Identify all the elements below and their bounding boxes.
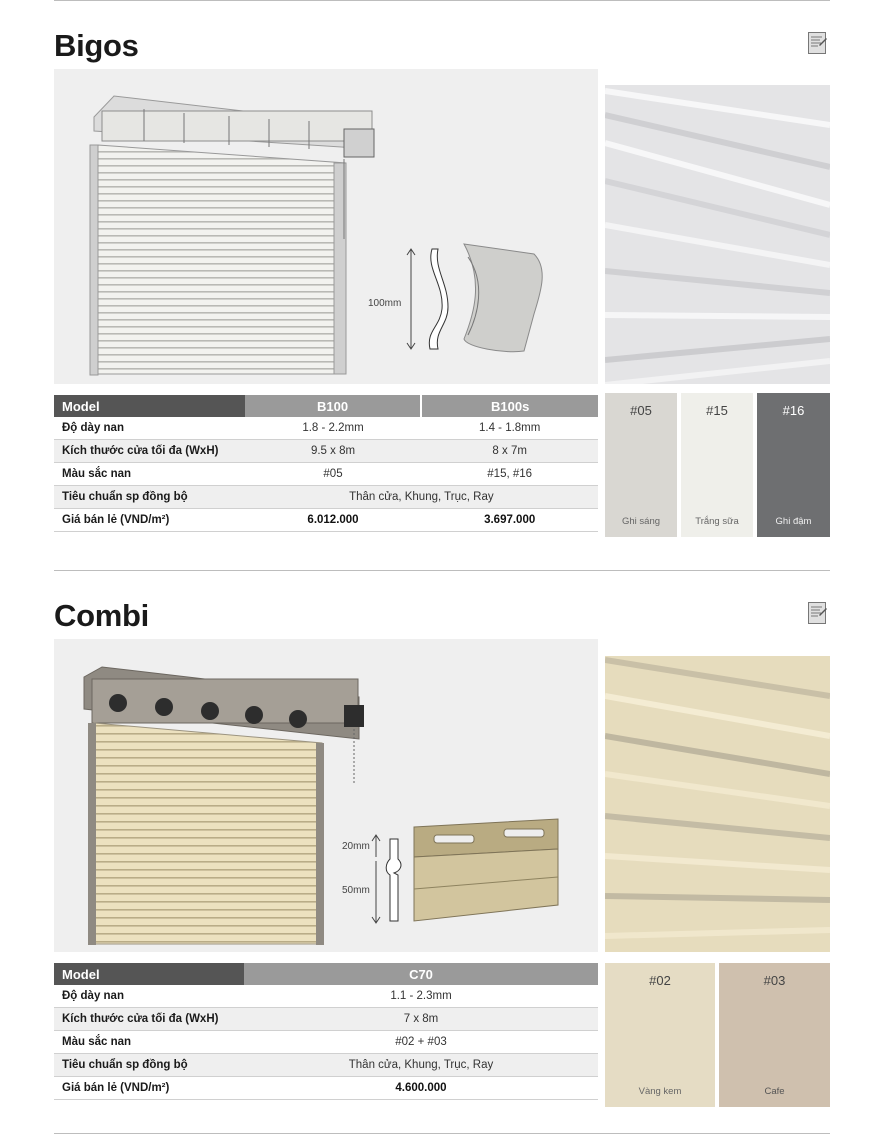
color-swatch-16 — [757, 393, 830, 537]
table-header-row — [54, 395, 598, 417]
color-swatch-02 — [605, 963, 715, 1107]
section-divider — [54, 570, 830, 571]
row-value: 8 x 7m — [421, 440, 598, 463]
top-divider — [54, 0, 830, 1]
swatch-code: #16 — [782, 403, 805, 418]
row-value: 1.1 - 2.3mm — [244, 985, 598, 1008]
row-value: Thân cửa, Khung, Trục, Ray — [245, 486, 598, 509]
swatch-name: Ghi sáng — [621, 516, 661, 527]
bigos-slat-texture — [605, 85, 830, 384]
price-value: 3.697.000 — [421, 509, 598, 532]
header-model: Model — [54, 963, 244, 985]
price-value: 4.600.000 — [244, 1077, 598, 1100]
row-label: Tiêu chuẩn sp đồng bộ — [54, 486, 245, 509]
row-label: Giá bán lẻ (VND/m²) — [54, 509, 245, 532]
table-row — [54, 1031, 598, 1054]
header-b100s: B100s — [421, 395, 598, 417]
table-row — [54, 985, 598, 1008]
combi-slat-texture — [605, 656, 830, 952]
row-label: Tiêu chuẩn sp đồng bộ — [54, 1054, 244, 1077]
swatch-name: Trắng sữa — [695, 516, 739, 527]
row-label: Màu sắc nan — [54, 1031, 244, 1054]
combi-product-image — [54, 639, 598, 952]
color-swatch-15 — [681, 393, 753, 537]
header-c70: C70 — [244, 963, 598, 985]
bigos-dim-label: 100mm — [368, 298, 402, 309]
swatch-name: Vàng kem — [638, 1086, 682, 1097]
swatch-code: #02 — [649, 973, 671, 988]
swatch-name: Cafe — [764, 1086, 785, 1097]
table-row — [54, 440, 598, 463]
row-label: Kích thước cửa tối đa (WxH) — [54, 1008, 244, 1031]
row-value: #05 — [245, 463, 422, 486]
combi-spec-table — [54, 963, 598, 1100]
swatch-code: #03 — [763, 973, 786, 988]
bottom-divider — [54, 1133, 830, 1134]
row-label: Màu sắc nan — [54, 463, 245, 486]
table-row — [54, 509, 598, 532]
table-row — [54, 463, 598, 486]
table-row — [54, 1077, 598, 1100]
section-title-bigos: Bigos — [54, 28, 139, 63]
combi-dim-label-50: 50mm — [342, 885, 370, 896]
row-label: Kích thước cửa tối đa (WxH) — [54, 440, 245, 463]
row-value: 9.5 x 8m — [245, 440, 422, 463]
table-row — [54, 417, 598, 440]
row-value: 7 x 8m — [244, 1008, 598, 1031]
bigos-product-image — [54, 69, 598, 384]
row-label: Giá bán lẻ (VND/m²) — [54, 1077, 244, 1100]
row-value: Thân cửa, Khung, Trục, Ray — [244, 1054, 598, 1077]
header-b100: B100 — [245, 395, 422, 417]
swatch-code: #05 — [630, 403, 652, 418]
color-swatch-05 — [605, 393, 677, 537]
table-row — [54, 486, 598, 509]
row-value: #02 + #03 — [244, 1031, 598, 1054]
swatch-name: Ghi đậm — [775, 516, 812, 527]
row-label: Độ dày nan — [54, 985, 244, 1008]
row-value: 1.8 - 2.2mm — [245, 417, 422, 440]
table-row — [54, 1054, 598, 1077]
row-value: #15, #16 — [421, 463, 598, 486]
bigos-spec-table — [54, 395, 598, 532]
row-label: Độ dày nan — [54, 417, 245, 440]
section-title-combi: Combi — [54, 598, 149, 633]
color-swatch-03 — [719, 963, 830, 1107]
document-icon[interactable] — [808, 32, 828, 54]
header-model: Model — [54, 395, 245, 417]
document-icon[interactable] — [808, 602, 828, 624]
combi-dim-label-20: 20mm — [342, 841, 370, 852]
swatch-code: #15 — [706, 403, 728, 418]
table-row — [54, 1008, 598, 1031]
row-value: 1.4 - 1.8mm — [421, 417, 598, 440]
table-header-row — [54, 963, 598, 985]
price-value: 6.012.000 — [245, 509, 422, 532]
